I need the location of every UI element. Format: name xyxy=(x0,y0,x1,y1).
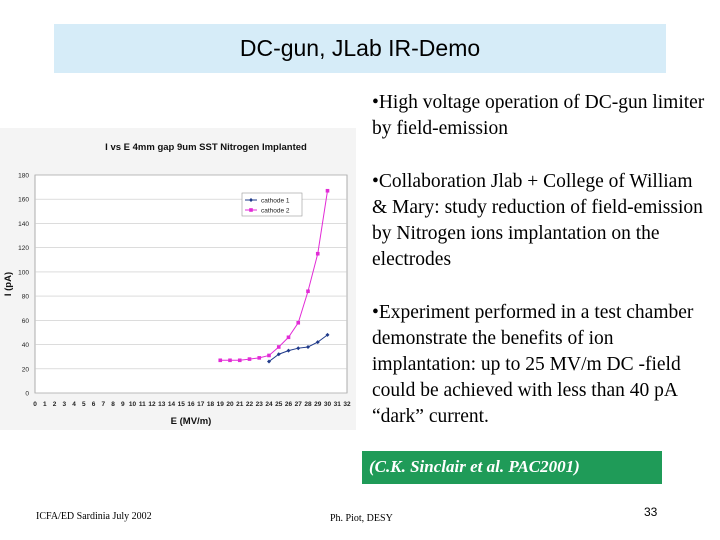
x-tick-label: 30 xyxy=(323,401,332,408)
y-axis-label: I (pA) xyxy=(3,271,14,297)
data-point xyxy=(326,189,330,193)
data-point xyxy=(238,359,242,363)
y-tick-label: 100 xyxy=(18,269,29,277)
data-point xyxy=(296,321,300,325)
y-tick-label: 60 xyxy=(21,317,29,325)
x-tick-label: 24 xyxy=(265,401,273,408)
y-tick-label: 160 xyxy=(18,196,29,204)
x-tick-label: 2 xyxy=(52,401,57,408)
citation-box xyxy=(362,451,662,484)
chart-panel xyxy=(0,128,356,430)
x-tick-label: 15 xyxy=(177,401,185,408)
footer-author: Ph. Piot, DESY xyxy=(330,513,393,524)
x-tick-label: 12 xyxy=(148,401,156,408)
x-tick-label: 29 xyxy=(314,401,322,408)
bullet-list xyxy=(372,90,708,457)
data-point xyxy=(277,345,281,349)
x-tick-label: 19 xyxy=(216,401,224,408)
bullet-item: •High voltage operation of DC-gun limiter by field-emission xyxy=(372,92,705,139)
iv-chart xyxy=(0,128,356,430)
x-tick-label: 17 xyxy=(197,401,205,408)
x-tick-label: 20 xyxy=(226,401,234,408)
data-point xyxy=(287,335,291,339)
x-tick-label: 28 xyxy=(304,401,312,408)
page-number: 33 xyxy=(644,505,658,519)
x-tick-label: 16 xyxy=(187,401,195,408)
x-tick-label: 9 xyxy=(120,401,125,408)
y-tick-label: 20 xyxy=(21,366,29,374)
y-tick-label: 180 xyxy=(18,172,29,180)
y-tick-label: 140 xyxy=(18,220,29,228)
data-point xyxy=(316,252,320,256)
x-tick-label: 4 xyxy=(72,401,76,408)
legend-label: cathode 2 xyxy=(261,207,290,215)
x-tick-label: 11 xyxy=(138,401,146,408)
x-tick-label: 25 xyxy=(275,401,283,408)
x-tick-label: 0 xyxy=(33,401,37,408)
x-tick-label: 6 xyxy=(91,401,96,408)
x-tick-label: 22 xyxy=(245,401,254,408)
y-tick-label: 40 xyxy=(21,342,29,350)
x-tick-label: 32 xyxy=(343,401,351,408)
slide-title: DC-gun, JLab IR-Demo xyxy=(239,35,481,61)
chart-title: I vs E 4mm gap 9um SST Nitrogen Implanted xyxy=(105,142,307,153)
x-tick-label: 26 xyxy=(284,401,293,408)
x-tick-label: 8 xyxy=(111,401,115,408)
x-tick-label: 10 xyxy=(128,401,137,408)
x-tick-label: 13 xyxy=(158,401,166,408)
legend-marker xyxy=(249,208,253,212)
title-banner xyxy=(54,24,666,73)
x-tick-label: 14 xyxy=(167,401,176,408)
y-tick-label: 120 xyxy=(18,245,29,253)
x-axis-label: E (MV/m) xyxy=(170,416,212,427)
data-point xyxy=(228,359,232,363)
bullet-item: •Collaboration Jlab + College of William & Mary: study reduction of field-emission by Nitrogen ions implantation on the electrodes xyxy=(372,171,703,270)
x-tick-label: 18 xyxy=(206,401,215,408)
x-tick-label: 31 xyxy=(333,401,341,408)
x-tick-label: 5 xyxy=(81,401,86,408)
legend-label: cathode 1 xyxy=(261,197,290,205)
footer-conference: ICFA/ED Sardinia July 2002 xyxy=(36,511,152,522)
x-tick-label: 7 xyxy=(101,401,106,408)
x-tick-label: 27 xyxy=(294,401,302,408)
data-point xyxy=(248,357,252,361)
data-point xyxy=(306,289,310,293)
y-tick-label: 0 xyxy=(25,390,29,398)
y-tick-label: 80 xyxy=(21,293,29,301)
data-point xyxy=(257,356,261,360)
x-tick-label: 23 xyxy=(255,401,263,408)
bullet-item: •Experiment performed in a test chamber demonstrate the benefits of ion implantation: up to 25 MV/m DC -field could be achieved with less than 40 pA “dark” current. xyxy=(372,302,694,427)
x-tick-label: 3 xyxy=(62,401,67,408)
data-point xyxy=(218,359,222,363)
data-point xyxy=(267,354,271,358)
citation-text: (C.K. Sinclair et al. PAC2001) xyxy=(369,457,580,476)
x-tick-label: 1 xyxy=(42,401,47,408)
x-tick-label: 21 xyxy=(236,401,244,408)
